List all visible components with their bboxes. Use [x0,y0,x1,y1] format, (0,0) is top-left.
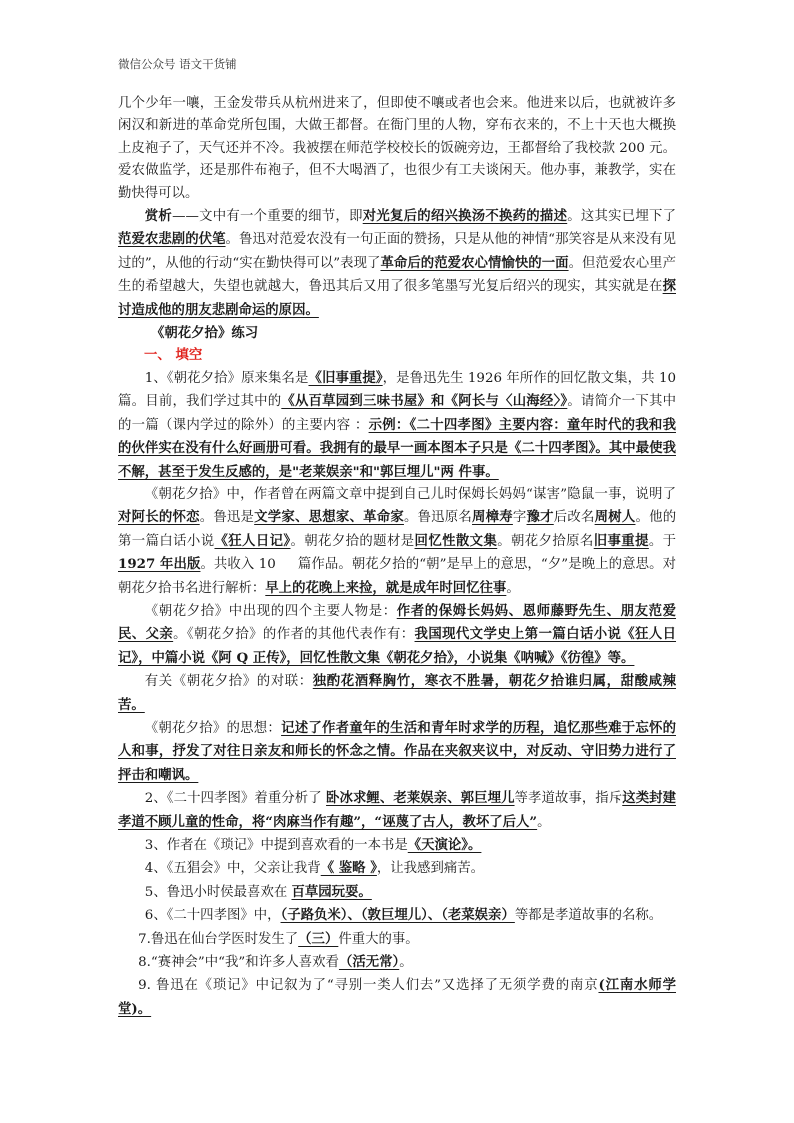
text: ，让我感到痛苦。 [376,861,485,877]
answer: 《从百草园到三味书屋》和《阿长与〈山海经〉》 [281,393,568,410]
answer: 《天演论》。 [407,837,482,853]
question-9 [118,974,676,1021]
text: 7.鲁迅在仙台学医时发生了 [138,931,299,947]
answer: 对阿长的怀恋 [118,509,200,526]
answer: （活无常） [338,954,400,971]
text: 等都是孝道故事的名称。 [514,908,663,924]
text: 《朝花夕拾》的思想： [144,720,282,736]
text: 。 [399,955,413,971]
question-2 [118,787,676,834]
answer: (江南水师学堂)。 [118,977,676,1017]
answer: 百草园玩耍。 [291,883,372,900]
text: 1、《朝花夕拾》原来集名是 [144,370,309,386]
text: 件重大的事。 [338,931,419,947]
text: 2、《二十四孝图》着重分析了 [144,791,327,807]
answer: 独酌花酒释胸竹，寒衣不胜暑，朝花夕拾谁归属，甜酸咸辣苦。 [118,673,677,713]
answer: 这类封建孝道不顾儿童的性命，将“肉麻当作有趣”，“诬蔑了古人，教坏了后人” [118,790,677,830]
question-6 [118,904,676,927]
text: ，是鲁迅先生 1926 年所作的回忆散文集，共 10 篇。目前，我们学过其中的 [118,370,676,410]
question-1-part-e [118,717,676,787]
text: 3、作者在《琐记》中提到喜欢看的一本书是 [144,838,408,853]
text: 5、鲁迅小时侯最喜欢在 [144,884,292,900]
text: 有关《朝花夕拾》的对联： [144,674,313,690]
text: 后改名 [553,510,595,526]
question-8 [118,951,676,974]
question-4 [118,857,676,880]
text: 4、《五猖会》中，父亲让我背 [144,861,321,877]
answer: 周树人 [594,509,636,526]
text: 《朝花夕拾》中出现的四个主要人物是： [144,603,397,619]
text: 。但范爱农心里产生的希望越大，失望也就越大，鲁迅其后又用了很多笔墨写光复后绍兴的现实，其实就是在 [118,255,676,295]
text: 。他的第一篇白话小说 [118,510,677,549]
answer: 《 鉴略 》 [320,860,377,877]
answer: 早上的花晚上来捡，就是成年时回忆往事 [265,579,507,596]
text: 等孝道故事，指斥 [514,791,623,807]
answer: （三） [298,930,339,947]
text: 。请简介一下其中的一篇（课内学过的除外）的主要内容 ： [118,394,677,433]
text: 。鲁迅是 [199,510,255,526]
text: 9. 鲁迅在《琐记》中记叙为了“寻别一类人们去”又选择了无须学费的南京 [138,978,599,994]
text: 8.“赛神会”中“我”和许多人喜欢看 [138,955,339,971]
answer: 示例：《二十四孝图》主要内容：童年时代的我和我的伙伴实在没有什么好画册可看。我拥有的最早一画本图本子只是《二十四孝图》。其中最使我不解，甚至于发生反感的，是"老莱娱亲"和"郭巨埋儿"两 件事。 [118,416,676,480]
text: 。朝花夕拾的题材是 [290,533,415,549]
question-5 [118,881,676,904]
text: 。 [537,814,551,830]
question-7 [118,928,676,951]
paragraph-story-excerpt: 几个少年一嚷，王金发带兵从杭州进来了，但即使不嚷或者也会来。他进来以后，也就被许多闲汉和新进的革命党所包围，大做王都督。在衙门里的人物，穿布衣来的，不上十天也大概换上皮袍子了，天气还并不冷。我被摆在师范学校校长的饭碗旁边，王都督给了我校款 200 元。爱农做监学，还是那件布袍子，但不大喝酒了，也很少有工夫谈闲天。他办事，兼教学，实在勤快得可以。 [118,96,676,201]
text: 。《朝花夕拾》的作者的其他代表作有： [173,627,415,643]
text: 。于 [648,533,677,549]
text: 。 [506,580,520,596]
answer: （子路负米）、（敦巨埋儿）、（老菜娱亲） [280,907,515,924]
answer: 记述了作者童年的生活和青年时求学的历程，追忆那些难于忘怀的人和事，抒发了对往日亲友和师长的怀念之情。作品在夹叙夹议中，对反动、守旧势力进行了抨击和嘲讽。 [118,719,676,783]
answer: 卧冰求鲤、老莱娱亲、郭巨埋儿 [326,790,515,807]
text: 。共收入 10 篇作品。朝花夕拾的“朝”是早上的意思，“夕”是晚上的意思。对朝花夕拾书名进行解析： [118,557,676,596]
text: 。朝花夕拾原名 [497,533,594,549]
document-body [118,93,676,1021]
text: 《朝花夕拾》中，作者曾在两篇文章中提到自己儿时保姆长妈妈“谋害”隐鼠一事，说明了 [144,486,676,502]
question-1-part-c [118,600,676,670]
appreciation-label: 赏析 [144,208,173,225]
question-3 [118,834,676,857]
question-1-part-d [118,670,676,717]
highlight: 对光复后的绍兴换汤不换药的描述 [362,208,568,225]
answer: 作者的保姆长妈妈、恩师藤野先生、朋友范爱民、父亲 [118,602,677,643]
text: 。鲁迅原名 [403,510,473,526]
text: ——文中有一个重要的细节，即 [172,209,363,225]
highlight: 探讨造成他的朋友悲剧命运的原因。 [118,278,676,318]
paragraph-appreciation [118,205,676,322]
answer: 我国现代文学史上第一篇白话小说《狂人日记》，中篇小说《阿 Q 正传》，回忆性散文集《朝花夕拾》，小说集《呐喊》《彷徨》等。 [118,626,677,666]
question-1 [118,367,676,484]
question-1-part-b [118,484,676,600]
text: 。鲁迅对范爱农没有一句正面的赞扬，只是从他的神情“那笑容是从来没有见过的”，从他的行动“实在勤快得可以”表现了 [118,232,677,271]
text: 。这其实已埋下了 [567,209,677,225]
answer: 旧事重提 [593,532,649,549]
answer: 1927 年出版 [118,556,201,573]
answer: 文学家、思想家、革命家 [254,509,404,526]
section-heading: 一、 填空 [144,347,203,364]
text: 字 [512,510,527,526]
answer: 周樟寿 [472,509,513,526]
answer: 《旧事重提》 [308,369,383,386]
highlight: 范爱农悲剧的伏笔 [118,231,226,248]
highlight: 革命后的范爱农心情愉快的一面 [380,254,569,271]
text: 6、《二十四孝图》中， [144,908,281,924]
exercise-title: 《朝花夕拾》练习 [151,325,259,342]
answer: 《狂人日记》 [214,532,291,549]
answer: 豫才 [526,509,554,526]
page-header: 微信公众号 语文干货铺 [118,57,237,71]
answer: 回忆性散文集 [414,532,498,549]
